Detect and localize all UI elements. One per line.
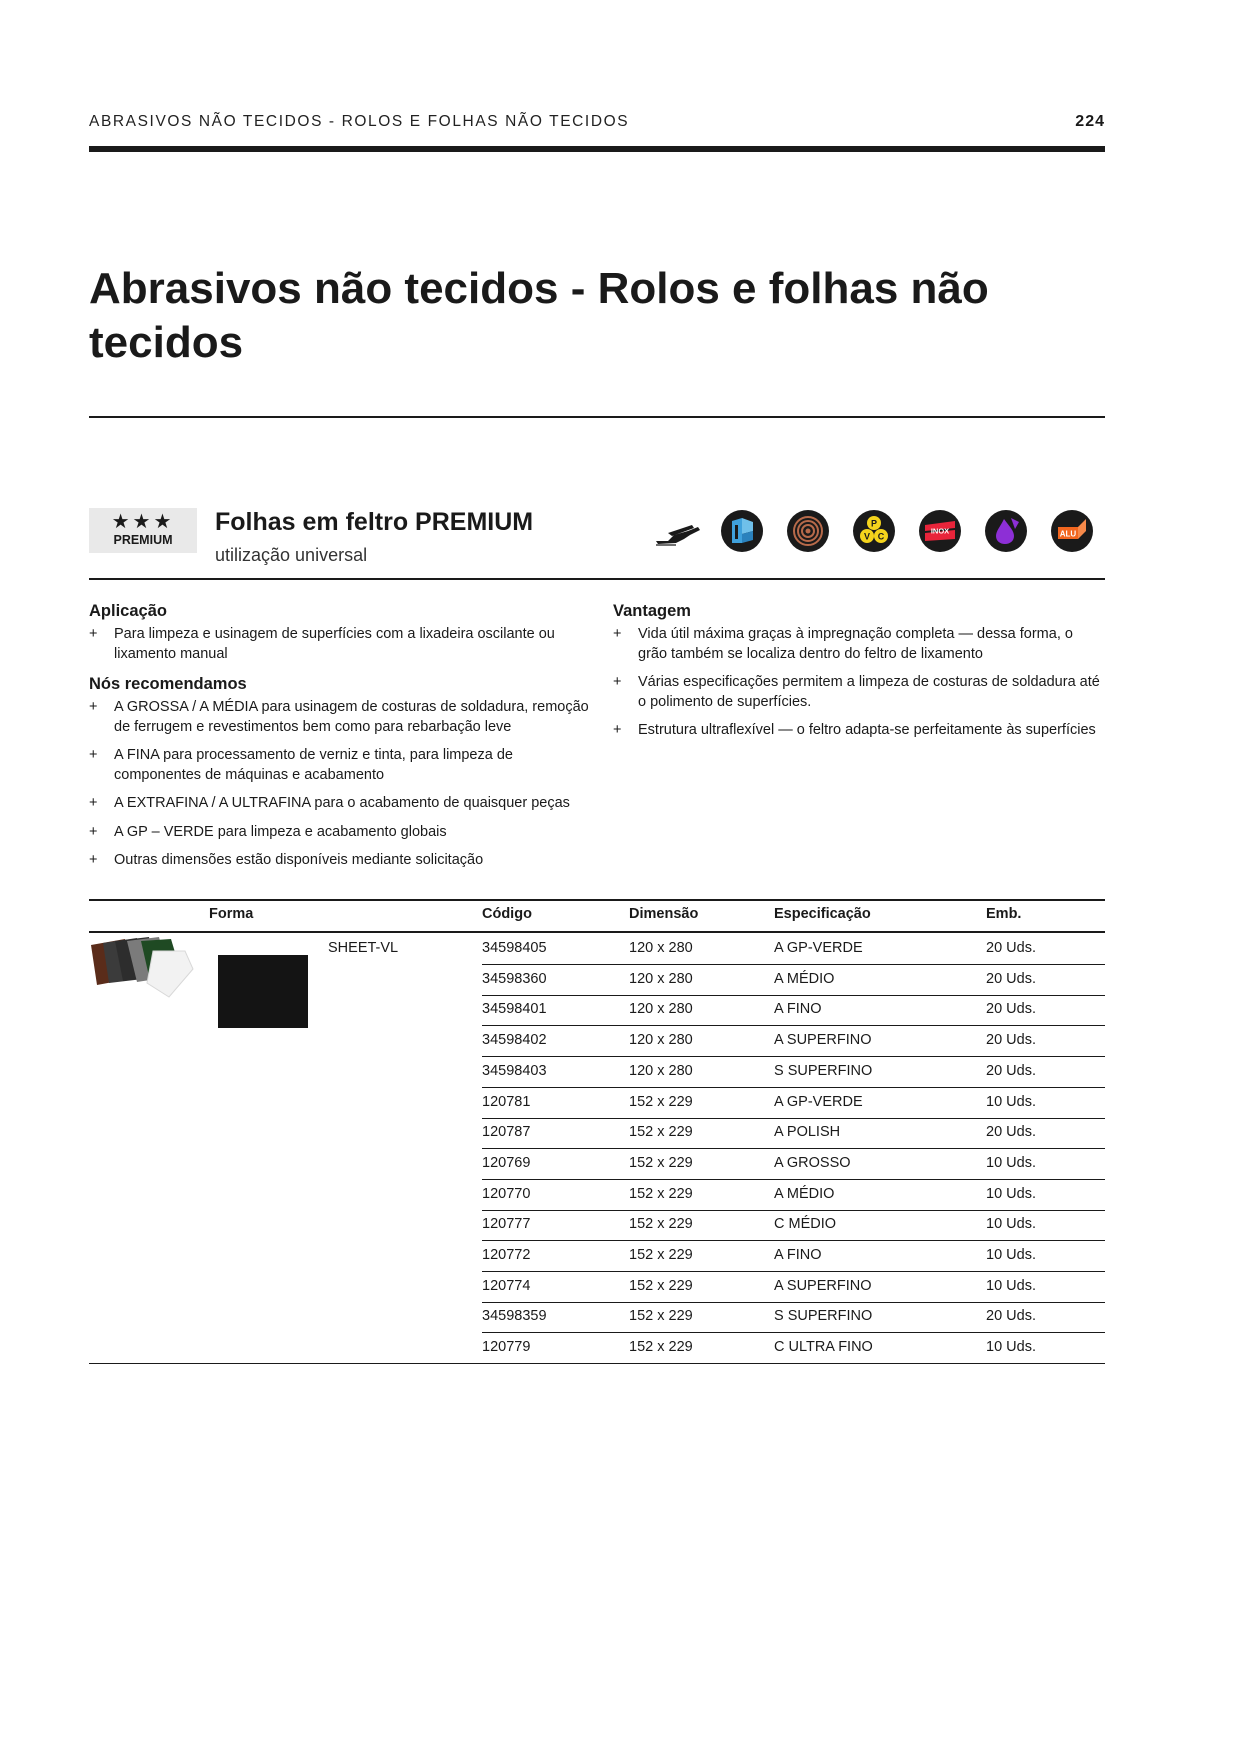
- inox-steel-icon: [720, 509, 764, 553]
- cell-emb: 10 Uds.: [986, 1093, 1036, 1110]
- cell-especificacao: A MÉDIO: [774, 970, 835, 987]
- cell-codigo: 34598402: [482, 1032, 547, 1049]
- table-row: [482, 964, 1105, 996]
- cell-emb: 10 Uds.: [986, 1185, 1036, 1202]
- cell-especificacao: S SUPERFINO: [774, 1062, 873, 1079]
- cell-emb: 10 Uds.: [986, 1339, 1036, 1356]
- felt-sheets-image: [89, 935, 195, 1001]
- table-row: [482, 1301, 1105, 1333]
- list-item: + Estrutura ultraflexível — o feltro adapta-se perfeitamente às superfícies: [613, 721, 1105, 741]
- list-item: + A FINA para processamento de verniz e tinta, para limpeza de componentes de máquinas e acabamento: [89, 747, 513, 783]
- cell-emb: 10 Uds.: [986, 1247, 1036, 1263]
- table-row: [482, 1179, 1105, 1211]
- header-emb: Emb.: [986, 906, 1022, 922]
- cell-codigo: 120770: [482, 1185, 531, 1202]
- cell-dimensao: 120 x 280: [629, 970, 693, 987]
- cell-dimensao: 152 x 229: [629, 1185, 693, 1202]
- cell-codigo: 34598359: [482, 1308, 547, 1325]
- list-item: + Para limpeza e usinagem de superfícies com a lixadeira oscilante ou lixamento manual: [89, 626, 555, 662]
- table-row: [482, 1056, 1105, 1088]
- aluminium-icon: [1050, 509, 1094, 553]
- running-header: [89, 113, 1105, 133]
- cell-dimensao: 152 x 229: [629, 1093, 693, 1110]
- vantagem-list: [613, 625, 1105, 741]
- cell-dimensao: 152 x 229: [629, 1339, 693, 1356]
- cell-codigo: 34598403: [482, 1062, 547, 1079]
- cell-especificacao: A SUPERFINO: [774, 1032, 872, 1049]
- table-row: [482, 994, 1105, 1026]
- cell-especificacao: A MÉDIO: [774, 1185, 835, 1202]
- cell-especificacao: A GP-VERDE: [774, 940, 863, 956]
- cell-emb: 20 Uds.: [986, 1124, 1036, 1141]
- cell-dimensao: 120 x 280: [629, 1001, 693, 1018]
- table-row: [482, 1240, 1105, 1272]
- right-column: [613, 600, 1105, 750]
- cell-dimensao: 120 x 280: [629, 940, 693, 956]
- cell-dimensao: 152 x 229: [629, 1277, 693, 1294]
- cell-especificacao: A POLISH: [774, 1124, 841, 1141]
- plus-bullet: +: [613, 626, 622, 642]
- cell-especificacao: A FINO: [774, 1001, 822, 1018]
- plus-bullet: +: [89, 852, 98, 868]
- left-column: [89, 600, 589, 880]
- cell-codigo: 120772: [482, 1247, 531, 1263]
- header-dimensao: Dimensão: [629, 906, 699, 922]
- plus-bullet: +: [613, 674, 622, 690]
- plus-bullet: +: [89, 823, 98, 840]
- product-name: Folhas em feltro PREMIUM: [215, 508, 534, 536]
- plus-bullet: +: [613, 722, 622, 738]
- vantagem-heading: Vantagem: [613, 602, 691, 620]
- list-item: + A GROSSA / A MÉDIA para usinagem de costuras de soldadura, remoção de ferrugem e revestimentos bem como para rebarbação leve: [89, 699, 589, 735]
- cell-especificacao: A GP-VERDE: [774, 1093, 863, 1110]
- table-row: [482, 1209, 1105, 1241]
- cell-dimensao: 120 x 280: [629, 1062, 693, 1079]
- cell-emb: 10 Uds.: [986, 1154, 1036, 1171]
- cell-codigo: 34598405: [482, 940, 547, 956]
- table-row: [89, 1332, 1105, 1364]
- plus-bullet: +: [89, 747, 98, 763]
- aplicacao-heading: Aplicação: [89, 602, 167, 620]
- black-sheet-image: [218, 955, 308, 1028]
- table-row: [482, 1117, 1105, 1149]
- cell-dimensao: 152 x 229: [629, 1154, 693, 1171]
- svg-text:INOX: INOX: [930, 526, 950, 536]
- table-row: [482, 933, 1105, 965]
- cell-dimensao: 152 x 229: [629, 1216, 693, 1233]
- cell-dimensao: 152 x 229: [629, 1247, 693, 1263]
- cell-emb: 20 Uds.: [986, 970, 1036, 987]
- cell-codigo: 120769: [482, 1154, 531, 1171]
- cell-especificacao: S SUPERFINO: [774, 1308, 873, 1325]
- pvc-plastics-icon: [852, 509, 896, 553]
- svg-text:C: C: [877, 531, 885, 542]
- badge-label: PREMIUM: [113, 533, 173, 547]
- cell-dimensao: 152 x 229: [629, 1308, 693, 1325]
- list-item: + Várias especificações permitem a limpeza de costuras de soldadura até o polimento de superfícies.: [613, 674, 1100, 710]
- running-title: ABRASIVOS NÃO TECIDOS - ROLOS E FOLHAS NÃO TECIDOS: [89, 113, 630, 130]
- cell-dimensao: 120 x 280: [629, 1032, 693, 1049]
- svg-text:ALU: ALU: [1059, 529, 1077, 539]
- recomendamos-heading: Nós recomendamos: [89, 675, 247, 693]
- page-number: 224: [1075, 113, 1105, 130]
- recomendamos-list: [89, 698, 589, 871]
- cell-especificacao: A GROSSO: [774, 1154, 851, 1171]
- paint-lacquer-icon: [984, 509, 1028, 553]
- cell-especificacao: A FINO: [774, 1247, 822, 1263]
- cell-codigo: 120777: [482, 1216, 531, 1233]
- cell-emb: 20 Uds.: [986, 1001, 1036, 1018]
- aplicacao-list: [89, 625, 589, 664]
- premium-badge: [89, 508, 197, 553]
- cell-especificacao: A SUPERFINO: [774, 1277, 872, 1294]
- cell-emb: 20 Uds.: [986, 1308, 1036, 1325]
- cell-emb: 20 Uds.: [986, 1032, 1036, 1049]
- plus-bullet: +: [89, 626, 98, 642]
- forma-label: SHEET-VL: [328, 940, 399, 956]
- cell-codigo: 120787: [482, 1124, 531, 1141]
- header-rule: [89, 146, 1105, 152]
- product-subtitle: utilização universal: [215, 545, 368, 565]
- page-title: Abrasivos não tecidos - Rolos e folhas não tecidos: [89, 264, 989, 367]
- hand-sanding-icon: [654, 517, 704, 547]
- cell-codigo: 34598360: [482, 970, 547, 987]
- table-row: [482, 1148, 1105, 1180]
- wood-rings-icon: [786, 509, 830, 553]
- plus-bullet: +: [89, 699, 98, 715]
- list-item: + Vida útil máxima graças à impregnação completa — dessa forma, o grão também se localiza dentro do feltro de lixamento: [613, 626, 1073, 662]
- cell-especificacao: C ULTRA FINO: [774, 1339, 873, 1356]
- cell-emb: 20 Uds.: [986, 940, 1036, 956]
- cell-especificacao: C MÉDIO: [774, 1216, 837, 1233]
- table-row: [482, 1271, 1105, 1303]
- cell-codigo: 120781: [482, 1093, 531, 1110]
- header-forma: Forma: [209, 906, 254, 922]
- table-top-rule: [89, 899, 1105, 901]
- cell-codigo: 120774: [482, 1277, 531, 1294]
- cell-emb: 10 Uds.: [986, 1216, 1036, 1233]
- list-item: + A GP – VERDE para limpeza e acabamento globais: [89, 823, 589, 843]
- list-item: + A EXTRAFINA / A ULTRAFINA para o acabamento de quaisquer peças: [89, 794, 589, 814]
- cell-codigo: 34598401: [482, 1001, 547, 1018]
- cell-emb: 20 Uds.: [986, 1062, 1036, 1079]
- product-divider: [89, 578, 1105, 580]
- inox-label-icon: [918, 509, 962, 553]
- header-especificacao: Especificação: [774, 906, 871, 922]
- table-row: [482, 1087, 1105, 1119]
- cell-dimensao: 152 x 229: [629, 1124, 693, 1141]
- svg-text:P: P: [870, 518, 878, 529]
- svg-text:V: V: [863, 531, 871, 542]
- title-divider: [89, 416, 1105, 418]
- table-row: [482, 1025, 1105, 1057]
- badge-stars: ★★★: [111, 511, 175, 533]
- header-codigo: Código: [482, 906, 532, 922]
- cell-emb: 10 Uds.: [986, 1277, 1036, 1294]
- list-item: + Outras dimensões estão disponíveis mediante solicitação: [89, 851, 589, 871]
- cell-codigo: 120779: [482, 1339, 531, 1356]
- plus-bullet: +: [89, 795, 98, 811]
